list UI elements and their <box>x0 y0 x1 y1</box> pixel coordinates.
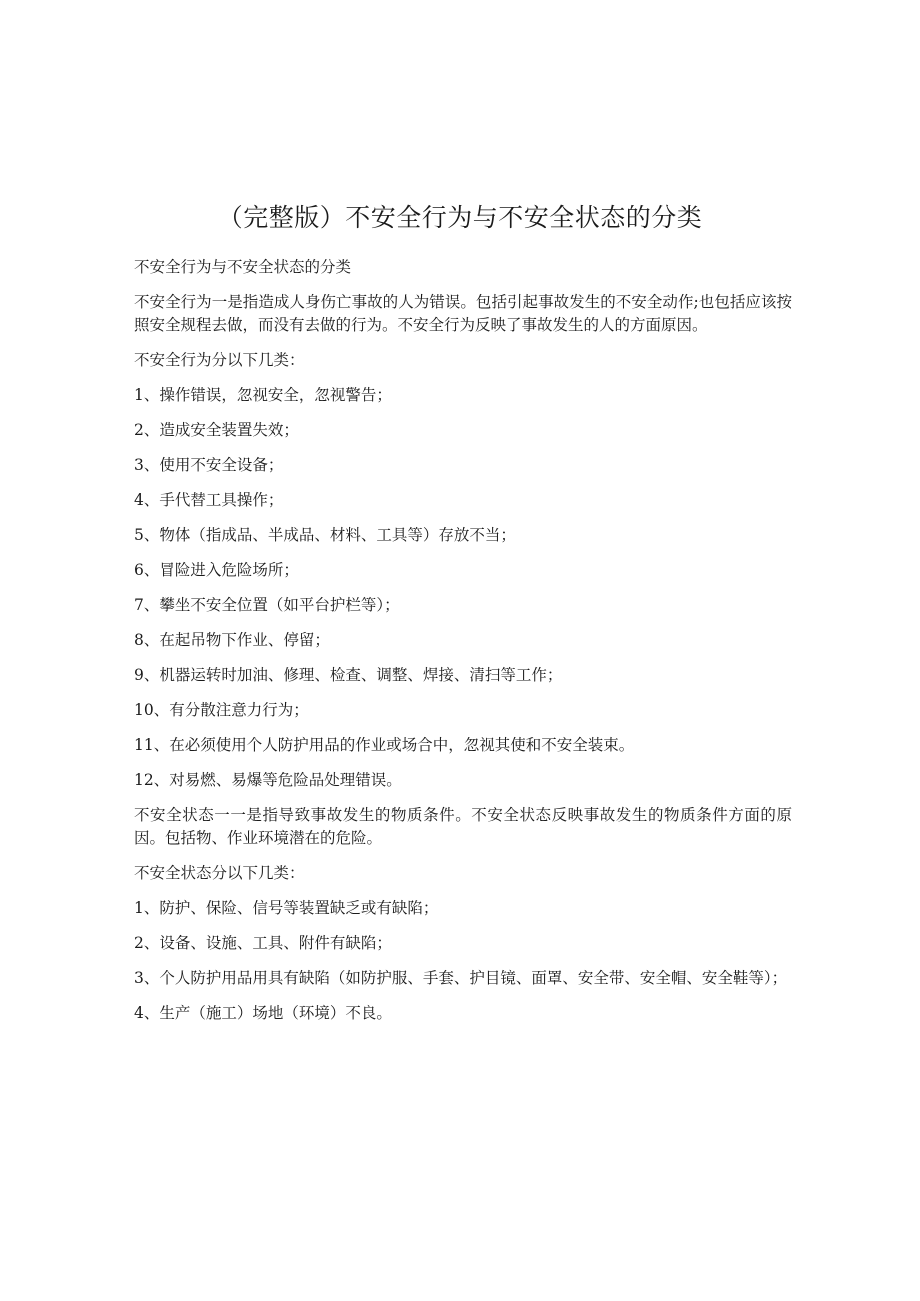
unsafe-behavior-heading: 不安全行为分以下几类： <box>134 351 305 369</box>
document-subtitle: 不安全行为与不安全状态的分类 <box>134 258 352 276</box>
unsafe-state-definition: 不安全状态一一是指导致事故发生的物质条件。不安全状态反映事故发生的物质条件方面的原因。包括物、作业环境潜在的危险。 <box>134 806 792 847</box>
unsafe-behavior-item: 6、冒险进入危险场所； <box>134 561 299 579</box>
unsafe-behavior-item: 11、在必须使用个人防护用品的作业或场合中，忽视其使和不安全装束。 <box>134 736 635 754</box>
unsafe-behavior-item: 2、造成安全装置失效； <box>134 421 299 439</box>
unsafe-behavior-item: 8、在起吊物下作业、停留； <box>134 631 330 649</box>
unsafe-behavior-item: 1、操作错误，忽视安全，忽视警告； <box>134 386 392 404</box>
unsafe-behavior-item: 3、使用不安全设备； <box>134 456 284 474</box>
unsafe-behavior-item: 10、有分散注意力行为； <box>134 701 309 719</box>
unsafe-behavior-definition: 不安全行为一是指造成人身伤亡事故的人为错误。包括引起事故发生的不安全动作;也包括应该按照安全规程去做，而没有去做的行为。不安全行为反映了事故发生的人的方面原因。 <box>134 293 792 334</box>
unsafe-behavior-item: 9、机器运转时加油、修理、检查、调整、焊接、清扫等工作； <box>134 666 563 684</box>
unsafe-state-item: 4、生产（施工）场地（环境）不良。 <box>134 1004 392 1022</box>
document-title: （完整版）不安全行为与不安全状态的分类 <box>217 203 703 232</box>
unsafe-state-item: 1、防护、保险、信号等装置缺乏或有缺陷； <box>134 899 439 917</box>
unsafe-behavior-item: 4、手代替工具操作； <box>134 491 284 509</box>
unsafe-state-item: 3、个人防护用品用具有缺陷（如防护服、手套、护目镜、面罩、安全带、安全帽、安全鞋等）； <box>134 969 788 987</box>
unsafe-behavior-item: 7、攀坐不安全位置（如平台护栏等）； <box>134 596 400 614</box>
unsafe-behavior-item: 5、物体（指成品、半成品、材料、工具等）存放不当； <box>134 526 516 544</box>
document-body <box>134 256 792 1037</box>
unsafe-state-heading: 不安全状态分以下几类： <box>134 864 305 882</box>
unsafe-state-item: 2、设备、设施、工具、附件有缺陷； <box>134 934 392 952</box>
unsafe-behavior-item: 12、对易燃、易爆等危险品处理错误。 <box>134 771 402 789</box>
